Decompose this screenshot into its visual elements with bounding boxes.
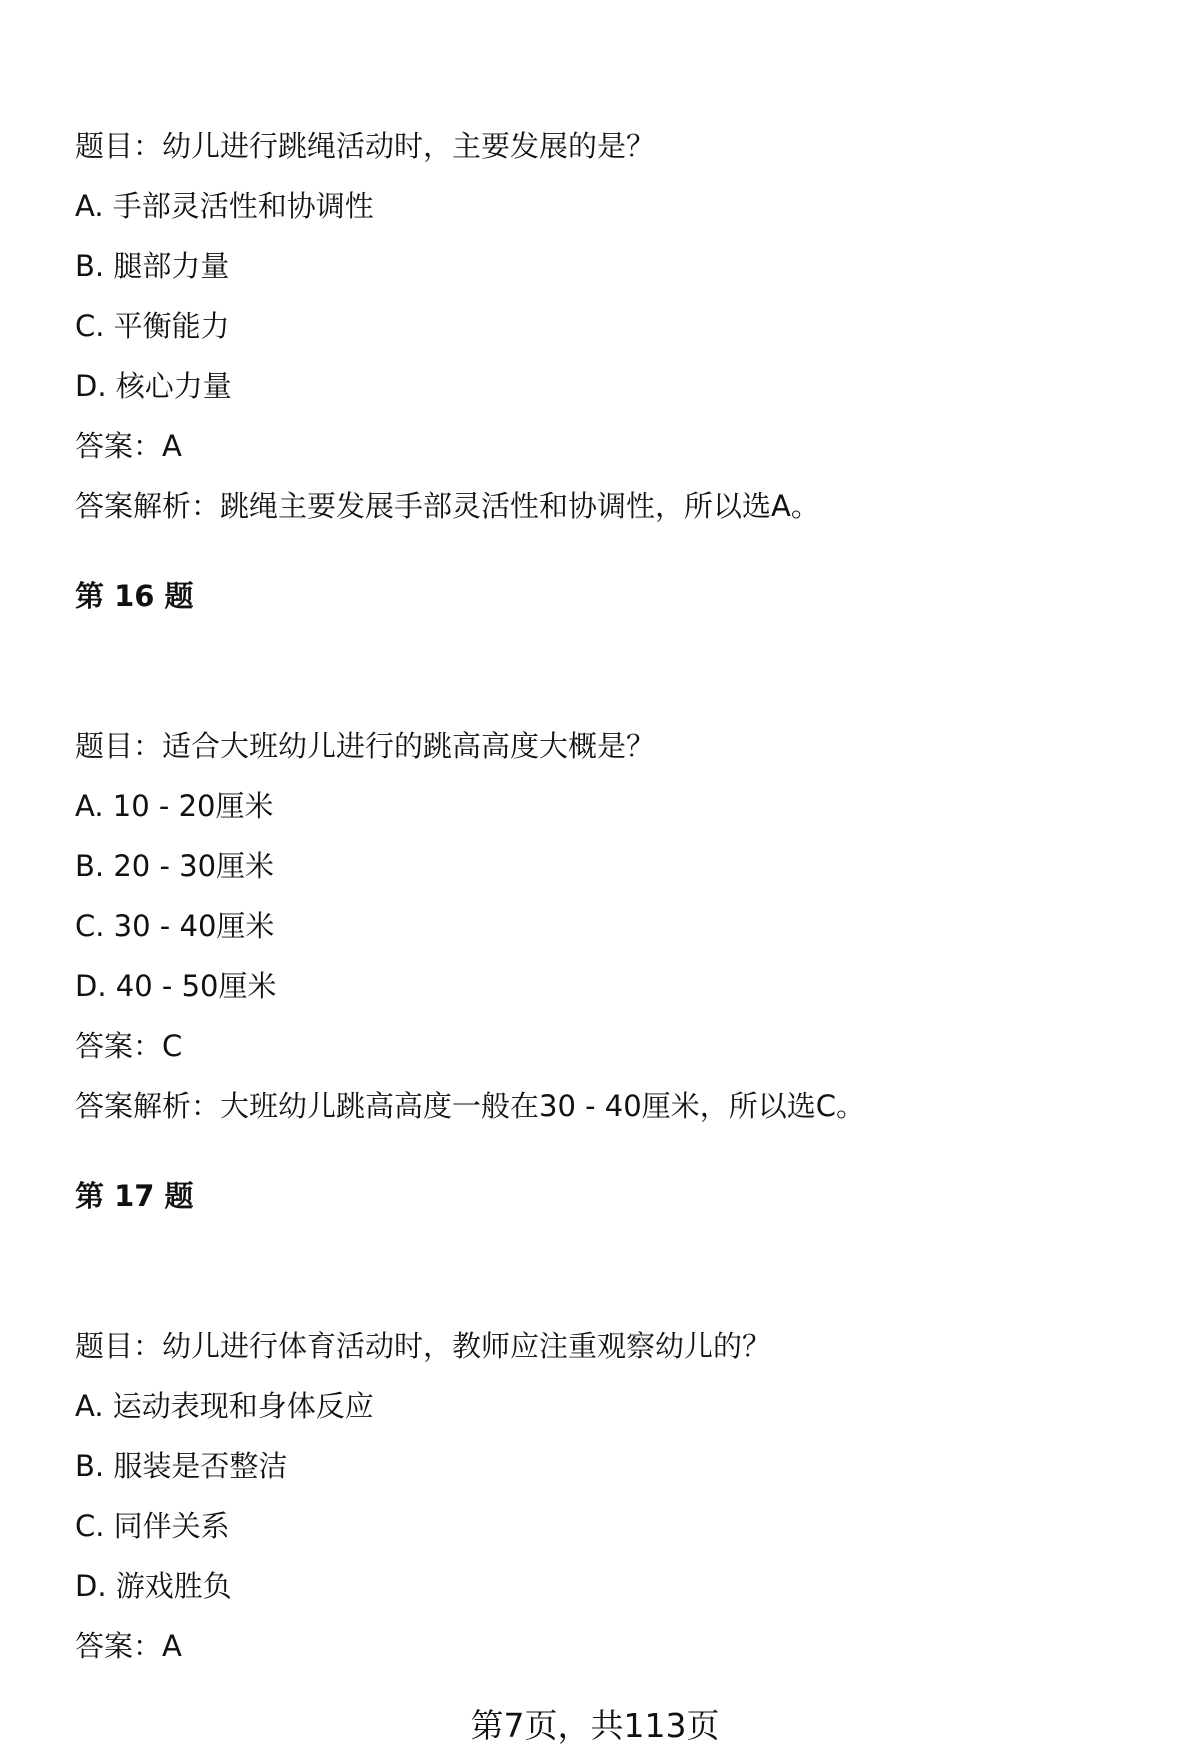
- q15-option-c: C. 平衡能力: [75, 309, 230, 343]
- q16-explanation: 答案解析：大班幼儿跳高高度一般在30 - 40厘米，所以选C。: [75, 1089, 865, 1123]
- q17-question: 题目：幼儿进行体育活动时，教师应注重观察幼儿的？: [75, 1329, 772, 1363]
- q17-option-c: C. 同伴关系: [75, 1509, 230, 1543]
- q16-option-c: C. 30 - 40厘米: [75, 909, 275, 943]
- q16-question: 题目：适合大班幼儿进行的跳高高度大概是？: [75, 729, 656, 763]
- q15-explanation: 答案解析：跳绳主要发展手部灵活性和协调性，所以选A。: [75, 489, 820, 523]
- q16-option-b: B. 20 - 30厘米: [75, 849, 275, 883]
- q16-heading: 第 16 题: [75, 579, 194, 613]
- q15-option-d: D. 核心力量: [75, 369, 232, 403]
- q16-option-a: A. 10 - 20厘米: [75, 789, 274, 823]
- q15-answer: 答案：A: [75, 429, 182, 463]
- q17-option-a: A. 运动表现和身体反应: [75, 1389, 374, 1423]
- q16-answer: 答案：C: [75, 1029, 183, 1063]
- q17-option-d: D. 游戏胜负: [75, 1569, 232, 1603]
- q17-option-b: B. 服装是否整洁: [75, 1449, 288, 1483]
- page-number: 第7页，共113页: [470, 1706, 720, 1745]
- q15-option-a: A. 手部灵活性和协调性: [75, 189, 374, 223]
- q17-heading: 第 17 题: [75, 1179, 194, 1213]
- q16-option-d: D. 40 - 50厘米: [75, 969, 277, 1003]
- q17-answer: 答案：A: [75, 1629, 182, 1663]
- q15-option-b: B. 腿部力量: [75, 249, 230, 283]
- q15-question: 题目：幼儿进行跳绳活动时，主要发展的是？: [75, 129, 656, 163]
